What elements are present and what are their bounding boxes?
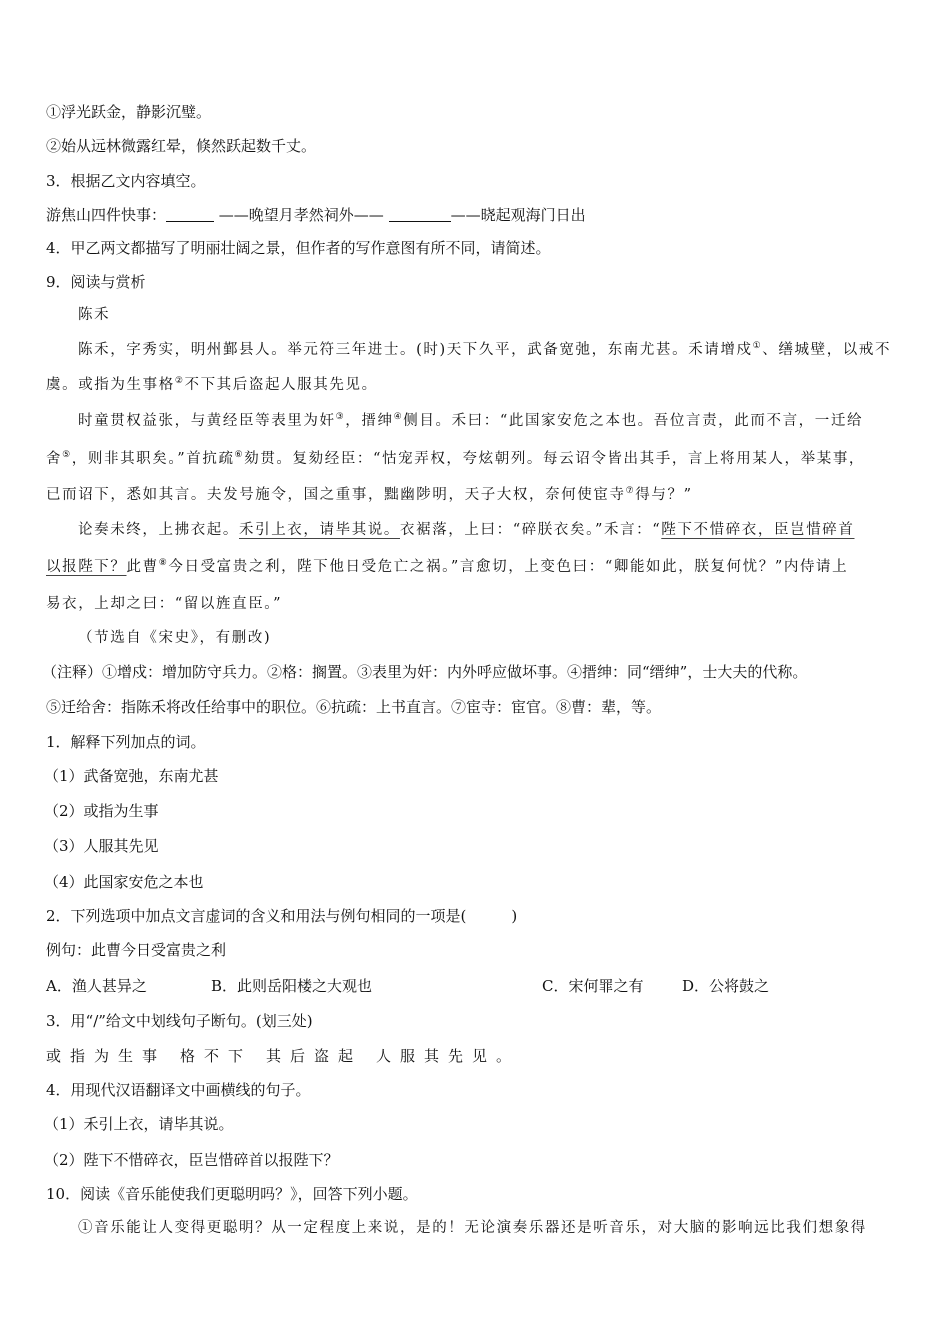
footnote-ref: ⑥ [234,450,245,460]
annotations-line2: ⑤迁给舍：指陈禾将改任给事中的职位。⑥抗疏：上书直言。⑦宦寺：宦官。⑧曹：辈，等。 [46,698,662,716]
passage-source: （节选自《宋史》，有删改) [78,630,272,646]
segment-4: 人服其先见。 [376,1047,521,1065]
sub-question-1-item-1: （1）武备宽弛，东南尤甚 [44,767,219,785]
passage-p2-line1: 时童贯权益张，与黄经臣等表里为奸③，搢绅④侧目。禾曰：“此国家安危之本也。吾位言责，此而不言，一迁给 [78,412,864,429]
passage-p3-line3: 易衣，上却之曰：“留以旌直臣。” [46,596,283,612]
fill-suffix: ——晓起观海门日出 [450,206,586,224]
sub-question-3-sentence [46,1046,520,1066]
quote-line-2: ②始从远林微露红晕，倏然跃起数千丈。 [46,137,317,155]
sub-question-2-label: 2．下列选项中加点文言虚词的含义和用法与例句相同的一项是( ) [46,907,518,925]
sub-question-4-item-1: （1）禾引上衣，请毕其说。 [44,1115,234,1133]
passage-p3-line2: 以报陛下？此曹⑧今日受富贵之利，陛下他日受危亡之祸。”言愈切，上变色曰：“卿能如此，朕复何忧？”内侍请上 [46,558,849,575]
question-9-heading: 9．阅读与赏析 [46,273,146,291]
footnote-ref: ⑤ [62,450,72,460]
answer-blank-1[interactable] [166,207,214,222]
passage-p1-line2: 虞。或指为生事格②不下其后盗起人服其先见。 [46,376,378,393]
passage-p2-line3: 已而诏下，悉如其言。夫发号施令，国之重事，黜幽陟明，天子大权，奈何使宦寺⑦得与？” [46,486,693,503]
underlined-sentence-2-cont: 以报陛下？ [46,559,127,575]
passage-title: 陈禾 [78,307,111,323]
sub-question-1-label: 1．解释下列加点的词。 [46,733,206,751]
option-a[interactable]: A．渔人甚异之 [46,977,147,995]
passage-p2-line2: 舍⑤，则非其职矣。”首抗疏⑥劾贯。复劾经臣：“怙宠弄权，夸炫朝列。每云诏令皆出其手，言上将用某人，举某事， [46,450,866,467]
footnote-ref: ⑦ [625,486,636,496]
segment-1: 或指为生事 [46,1047,167,1065]
fill-prefix: 游焦山四件快事： [46,206,167,224]
footnote-ref: ⑧ [158,558,169,568]
quote-line-1: ①浮光跃金，静影沉璧。 [46,103,212,121]
passage-p1-line1: 陈禾，字秀实，明州鄞县人。举元符三年进士。(时)天下久平，武备宽弛，东南尤甚。禾请增戍①、缮城壁，以戒不 [78,341,892,358]
segment-2: 格不下 [180,1047,253,1065]
sub-question-2-example: 例句：此曹今日受富贵之利 [46,941,227,959]
sub-question-1-item-4: （4）此国家安危之本也 [44,873,204,891]
question-10-heading: 10．阅读《音乐能使我们更聪明吗？》，回答下列小题。 [46,1185,418,1203]
sub-question-4-item-2: （2）陛下不惜碎衣，臣岂惜碎首以报陛下？ [44,1151,339,1169]
option-b[interactable]: B．此则岳阳楼之大观也 [211,977,373,995]
option-d[interactable]: D．公将鼓之 [682,977,770,995]
sub-question-1-item-2: （2）或指为生事 [44,802,159,820]
underlined-sentence-2: 陛下不惜碎衣，臣岂惜碎首 [661,522,855,538]
question-4-label: 4．甲乙两文都描写了明丽壮阔之景，但作者的写作意图有所不同，请简述。 [46,239,551,257]
passage-p3-line1: 论奏未终，上拂衣起。禾引上衣，请毕其说。衣裾落，上曰：“碎朕衣矣。”禾言：“陛下不惜碎衣，臣岂惜碎首 [78,522,855,538]
option-c[interactable]: C．宋何罪之有 [542,977,644,995]
footnote-ref: ② [174,376,185,386]
footnote-ref: ③ [335,412,346,422]
answer-blank-2[interactable] [389,207,451,222]
footnote-ref: ① [752,341,763,351]
segment-3: 其后盗起 [266,1047,363,1065]
question-3-label: 3．根据乙文内容填空。 [46,172,206,190]
footnote-ref: ④ [393,412,404,422]
sub-question-3-label: 3．用“/”给文中划线句子断句。(划三处) [46,1012,313,1030]
question-10-passage-p1: ①音乐能让人变得更聪明？从一定程度上来说，是的！无论演奏乐器还是听音乐，对大脑的影响远比我们想象得 [78,1220,867,1236]
fill-middle: ——晚望月孝然祠外—— [218,206,384,224]
sub-question-4-label: 4．用现代汉语翻译文中画横线的句子。 [46,1081,311,1099]
sub-question-1-item-3: （3）人服其先见 [44,837,159,855]
annotations-line1: （注释）①增戍：增加防守兵力。②格：搁置。③表里为奸：内外呼应做坏事。④搢绅：同“缙绅”，士大夫的代称。 [42,663,808,681]
underlined-sentence-1: 禾引上衣，请毕其说。 [239,522,400,538]
question-3-fill-blank [46,205,586,225]
